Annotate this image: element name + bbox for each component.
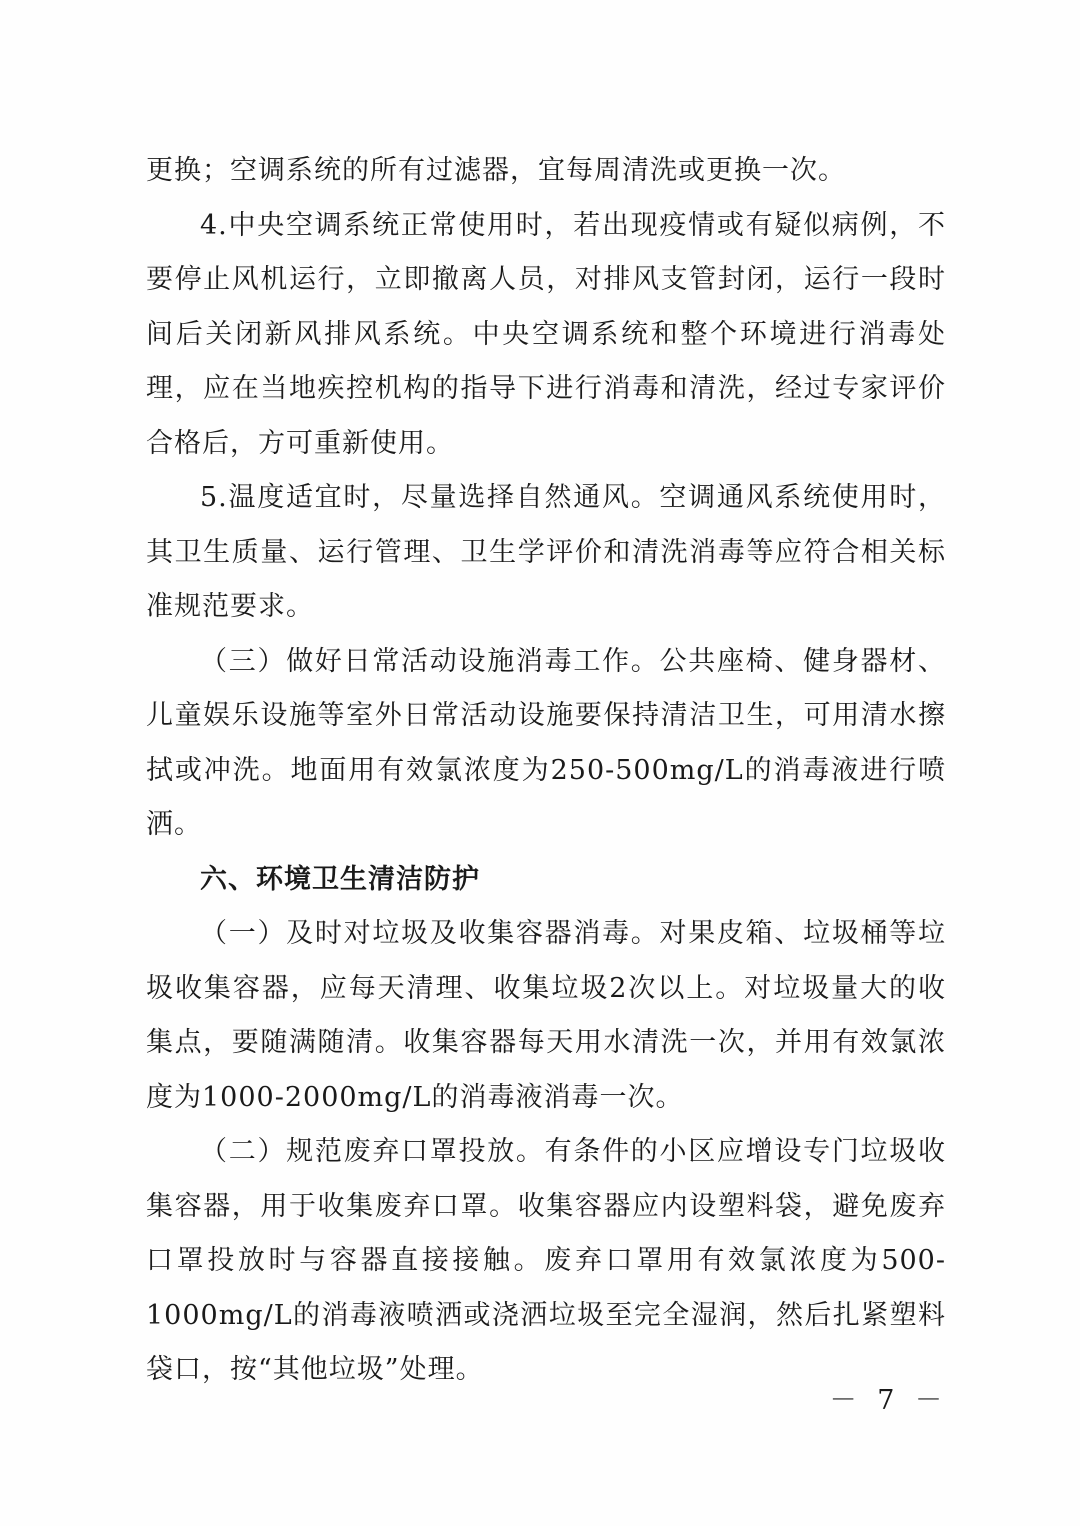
page-number: － 7 － — [829, 1385, 948, 1416]
paragraph-facility-disinfection: （三）做好日常活动设施消毒工作。公共座椅、健身器材、儿童娱乐设施等室外日常活动设施要保持清洁卫生，可用清水擦拭或冲洗。地面用有效氯浓度为250-500mg/L的消毒液进行喷洒。 — [146, 645, 946, 840]
paragraph-garbage-container-disinfection: （一）及时对垃圾及收集容器消毒。对果皮箱、垃圾桶等垃圾收集容器，应每天清理、收集垃圾2次以上。对垃圾量大的收集点，要随满随清。收集容器每天用水清洗一次，并用有效氯浓度为1000-2000mg/L的消毒液消毒一次。 — [146, 918, 946, 1113]
paragraph-mask-disposal: （二）规范废弃口罩投放。有条件的小区应增设专门垃圾收集容器，用于收集废弃口罩。收集容器应内设塑料袋，避免废弃口罩投放时与容器直接接触。废弃口罩用有效氯浓度为500-1000mg/L的消毒液喷洒或浇洒垃圾至完全湿润，然后扎紧塑料袋口，按“其他垃圾”处理。 — [146, 1136, 946, 1385]
paragraph-natural-ventilation: 5.温度适宜时，尽量选择自然通风。空调通风系统使用时，其卫生质量、运行管理、卫生学评价和清洗消毒等应符合相关标准规范要求。 — [146, 482, 946, 622]
paragraph-central-ac-epidemic: 4.中央空调系统正常使用时，若出现疫情或有疑似病例，不要停止风机运行，立即撤离人员，对排风支管封闭，运行一段时间后关闭新风排风系统。中央空调系统和整个环境进行消毒处理，应在当地疾控机构的指导下进行消毒和清洗，经过专家评价合格后，方可重新使用。 — [146, 209, 946, 459]
section-heading-environment-hygiene: 六、环境卫生清洁防护 — [200, 863, 480, 895]
document-body — [146, 144, 946, 1398]
paragraph-ac-filter-cleaning: 更换；空调系统的所有过滤器，宜每周清洗或更换一次。 — [146, 155, 846, 186]
